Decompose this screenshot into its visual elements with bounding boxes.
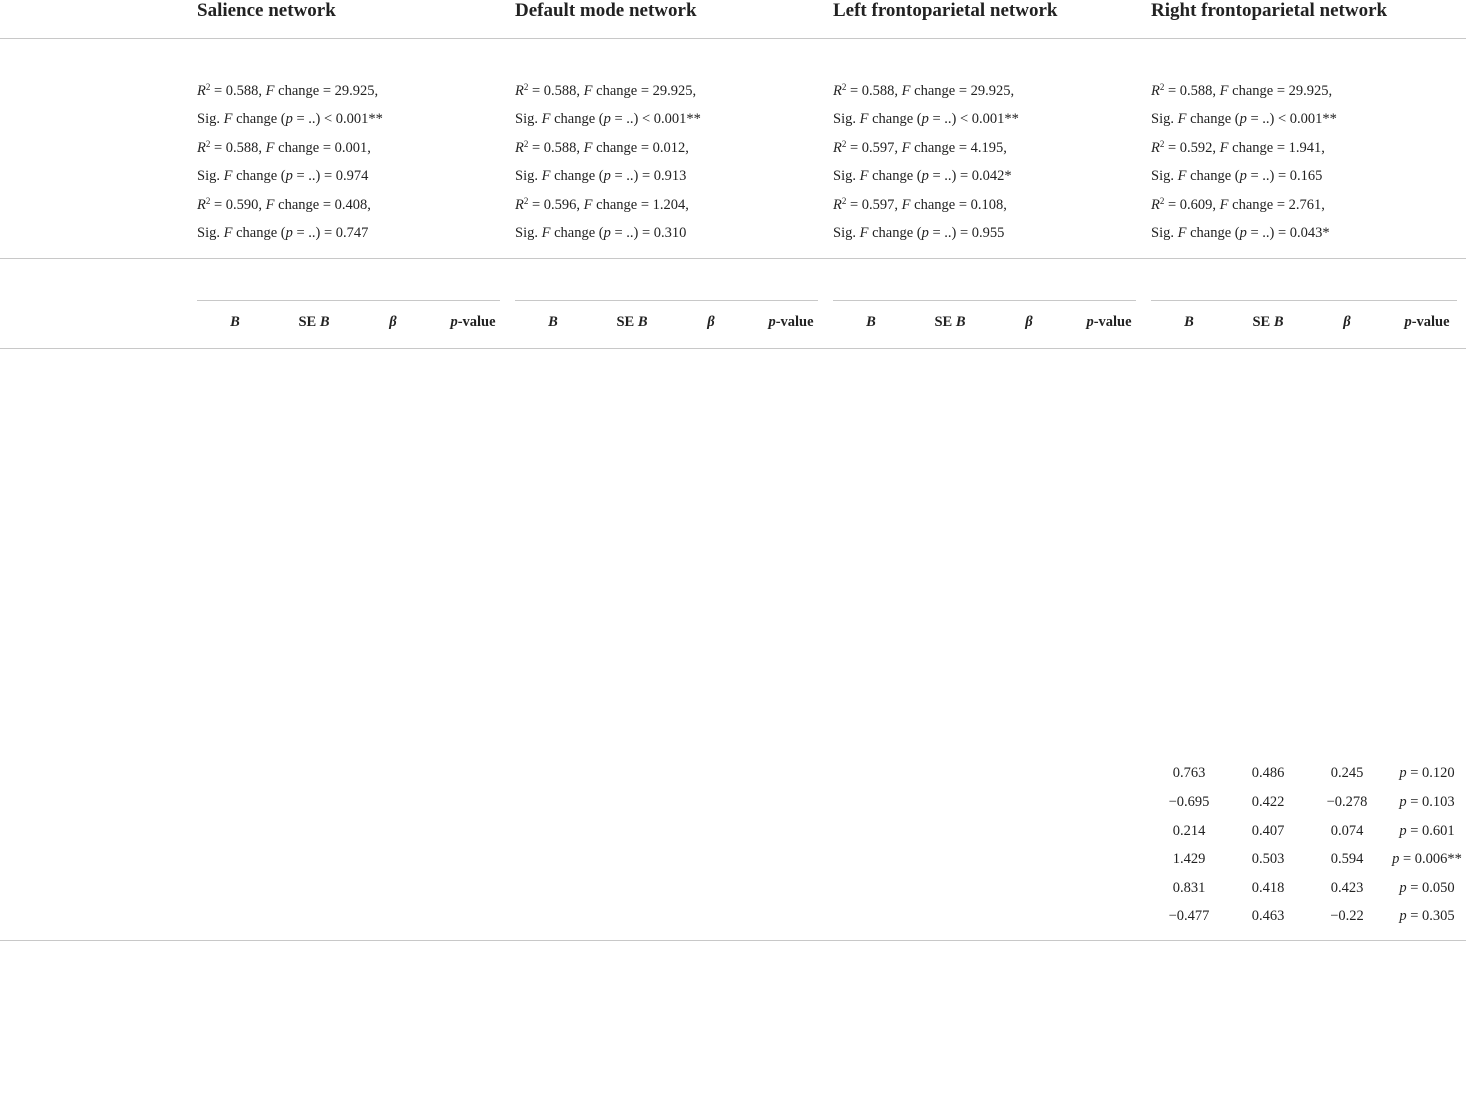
r2-fchange: $R^2 = 0.588$, F change = 29.925,	[833, 82, 1015, 99]
table-cell: 0.831	[1172, 879, 1206, 896]
beta-header: β	[1025, 314, 1033, 330]
table-cell: p = 0.120	[1399, 765, 1455, 782]
beta-header: β	[389, 314, 397, 330]
se-B-header: SE B	[616, 314, 648, 330]
table-cell: −0.477	[1168, 908, 1210, 925]
sig-fchange: Sig. F change (p = ..) = 0.747	[197, 225, 369, 241]
network-header: Salience network	[197, 0, 336, 21]
table-cell: 0.763	[1172, 765, 1206, 782]
coef-B-header: B	[230, 314, 240, 330]
r2-fchange: $R^2 = 0.596$, F change = 1.204,	[515, 196, 689, 213]
table-cell: −0.22	[1330, 908, 1364, 925]
network-header: Default mode network	[515, 0, 697, 21]
sig-fchange: Sig. F change (p = ..) < 0.001**	[1151, 111, 1337, 127]
r2-fchange: $R^2 = 0.609$, F change = 2.761,	[1151, 196, 1325, 213]
sig-fchange: Sig. F change (p = ..) < 0.001**	[515, 111, 701, 127]
sig-fchange: Sig. F change (p = ..) < 0.001**	[833, 111, 1019, 127]
sig-fchange: Sig. F change (p = ..) = 0.310	[515, 225, 687, 241]
bottom-rule	[0, 940, 1466, 941]
table-cell: −0.695	[1168, 794, 1210, 810]
table-cell: 0.463	[1251, 908, 1285, 925]
table-cell: 0.074	[1330, 822, 1364, 839]
table-cell: −0.278	[1326, 794, 1368, 810]
beta-header: β	[1343, 314, 1351, 330]
p-value-header: p-value	[1086, 314, 1132, 330]
r2-fchange: $R^2 = 0.592$, F change = 1.941,	[1151, 139, 1325, 156]
network-header: Right frontoparietal network	[1151, 0, 1388, 21]
table-cell: 0.422	[1251, 794, 1285, 810]
group-underline	[1151, 300, 1457, 301]
p-value-header: p-value	[768, 314, 814, 330]
table-cell: 0.214	[1172, 822, 1206, 839]
sig-fchange: Sig. F change (p = ..) = 0.042*	[833, 168, 1012, 184]
mid-rule	[0, 258, 1466, 259]
group-underline	[833, 300, 1136, 301]
table-cell: 0.245	[1330, 765, 1364, 782]
table-cell: p = 0.601	[1399, 822, 1455, 839]
se-B-header: SE B	[298, 314, 330, 330]
se-B-header: SE B	[934, 314, 966, 330]
table-cell: p = 0.103	[1399, 794, 1455, 810]
r2-fchange: $R^2 = 0.590$, F change = 0.408,	[197, 196, 371, 213]
table-cell: 0.594	[1330, 851, 1364, 868]
r2-fchange: $R^2 = 0.597$, F change = 0.108,	[833, 196, 1007, 213]
coef-B-header: B	[866, 314, 876, 330]
sig-fchange: Sig. F change (p = ..) = 0.913	[515, 168, 687, 184]
r2-fchange: $R^2 = 0.597$, F change = 4.195,	[833, 139, 1007, 156]
table-cell: 0.418	[1251, 879, 1285, 896]
top-rule	[0, 38, 1466, 39]
table-cell: 0.407	[1251, 822, 1285, 839]
p-value-header: p-value	[450, 314, 496, 330]
table-cell: p = 0.305	[1399, 908, 1455, 925]
r2-fchange: $R^2 = 0.588$, F change = 0.012,	[515, 139, 689, 156]
header-rule	[0, 348, 1466, 349]
network-header: Left frontoparietal network	[833, 0, 1058, 21]
beta-header: β	[707, 314, 715, 330]
sig-fchange: Sig. F change (p = ..) = 0.165	[1151, 168, 1323, 184]
coef-B-header: B	[548, 314, 558, 330]
r2-fchange: $R^2 = 0.588$, F change = 29.925,	[515, 82, 697, 99]
table-cell: 0.423	[1330, 879, 1364, 896]
sig-fchange: Sig. F change (p = ..) = 0.955	[833, 225, 1005, 241]
r2-fchange: $R^2 = 0.588$, F change = 29.925,	[197, 82, 379, 99]
table-cell: 0.486	[1251, 765, 1285, 782]
table-cell: 1.429	[1172, 851, 1206, 868]
group-underline	[515, 300, 818, 301]
coef-B-header: B	[1184, 314, 1194, 330]
group-underline	[197, 300, 500, 301]
table-cell: p = 0.006**	[1392, 851, 1462, 868]
table-cell: 0.503	[1251, 851, 1285, 868]
r2-fchange: $R^2 = 0.588$, F change = 29.925,	[1151, 82, 1333, 99]
se-B-header: SE B	[1252, 314, 1284, 330]
table-cell: p = 0.050	[1399, 879, 1455, 896]
sig-fchange: Sig. F change (p = ..) = 0.974	[197, 168, 369, 184]
p-value-header: p-value	[1404, 314, 1450, 330]
sig-fchange: Sig. F change (p = ..) = 0.043*	[1151, 225, 1330, 241]
r2-fchange: $R^2 = 0.588$, F change = 0.001,	[197, 139, 371, 156]
sig-fchange: Sig. F change (p = ..) < 0.001**	[197, 111, 383, 127]
